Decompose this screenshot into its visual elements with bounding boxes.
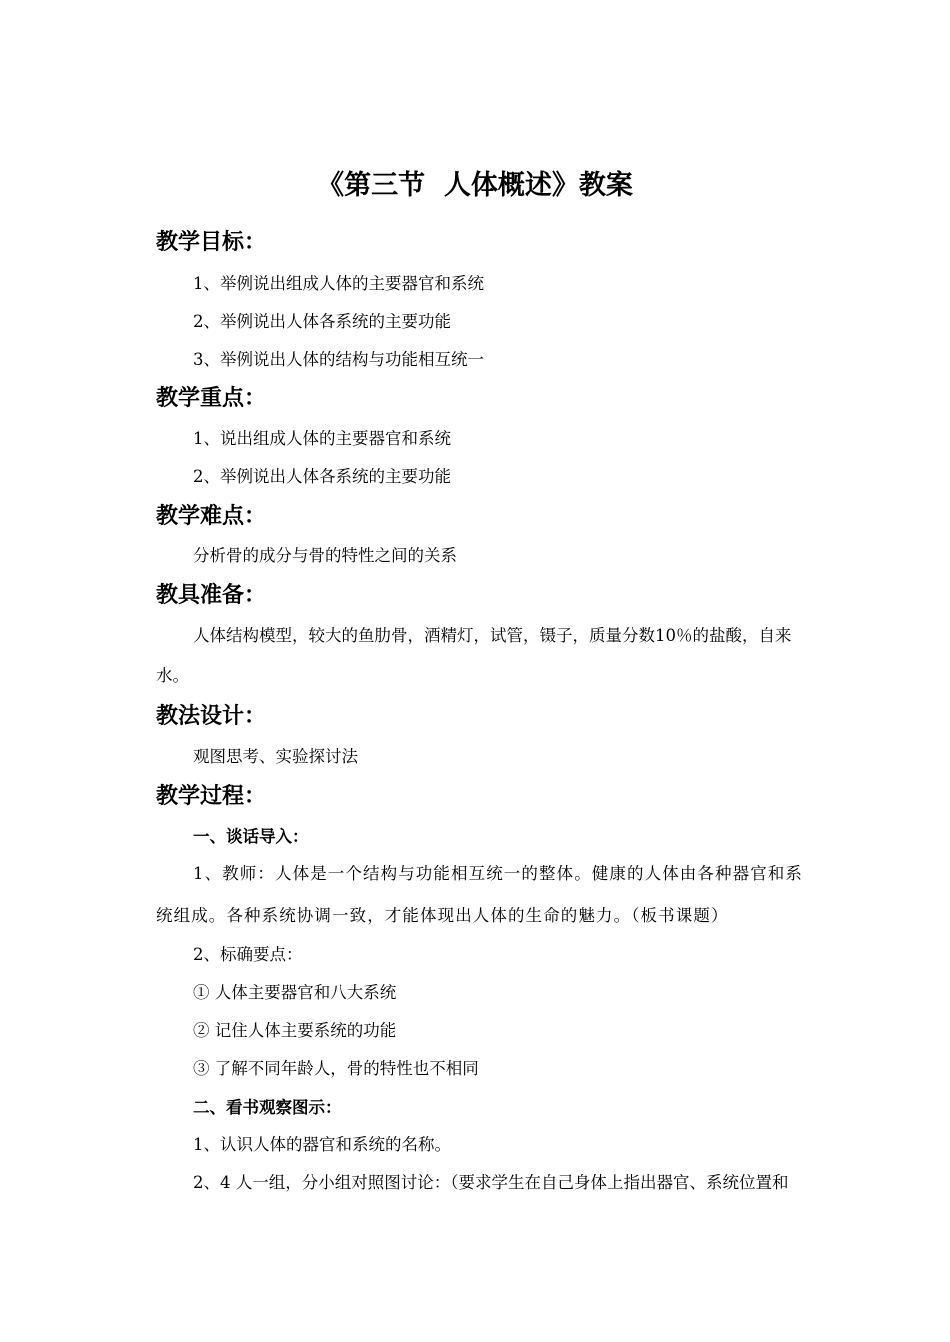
section-2-paragraph-2: 2、4 人一组，分小组对照图讨论：（要求学生在自己身体上指出器官、系统位置和 [193,1173,789,1192]
difficulties-text: 分析骨的成分与骨的特性之间的关系 [193,546,457,565]
methods-text: 观图思考、实验探讨法 [193,747,358,766]
heading-methods: 教法设计： [156,704,267,729]
heading-objectives: 教学目标： [156,230,267,255]
section-1-paragraph-2: 2、标确要点： [193,945,303,964]
section-1-paragraph-1-line-2: 统组成。各种系统协调一致，才能体现出人体的生命的魅力。（板书课题） [156,906,729,925]
section-1-title: 一、谈话导入： [193,827,309,846]
heading-difficulties: 教学难点： [156,504,267,529]
objective-item-1: 1、举例说出组成人体的主要器官和系统 [193,274,484,293]
document-title: 《第三节 人体概述》教案 [317,170,633,201]
section-1-paragraph-1-line-1: 1、教师：人体是一个结构与功能相互统一的整体。健康的人体由各种器官和系 [193,864,803,883]
heading-materials: 教具准备： [156,583,267,608]
objective-item-2: 2、举例说出人体各系统的主要功能 [193,312,451,331]
heading-key-points: 教学重点： [156,386,267,411]
section-2-paragraph-1: 1、认识人体的器官和系统的名称。 [193,1135,451,1154]
heading-process: 教学过程： [156,784,267,809]
circled-item-3: ③ 了解不同年龄人，骨的特性也不相同 [193,1059,479,1078]
circled-item-2: ② 记住人体主要系统的功能 [193,1021,397,1040]
materials-line-2: 水。 [156,666,189,685]
key-point-item-1: 1、说出组成人体的主要器官和系统 [193,429,451,448]
objective-item-3: 3、举例说出人体的结构与功能相互统一 [193,350,484,369]
circled-item-1: ① 人体主要器官和八大系统 [193,983,397,1002]
key-point-item-2: 2、举例说出人体各系统的主要功能 [193,467,451,486]
section-2-title: 二、看书观察图示： [193,1098,342,1117]
materials-line-1: 人体结构模型，较大的鱼肋骨，酒精灯，试管，镊子，质量分数10％的盐酸，自来 [193,626,792,645]
